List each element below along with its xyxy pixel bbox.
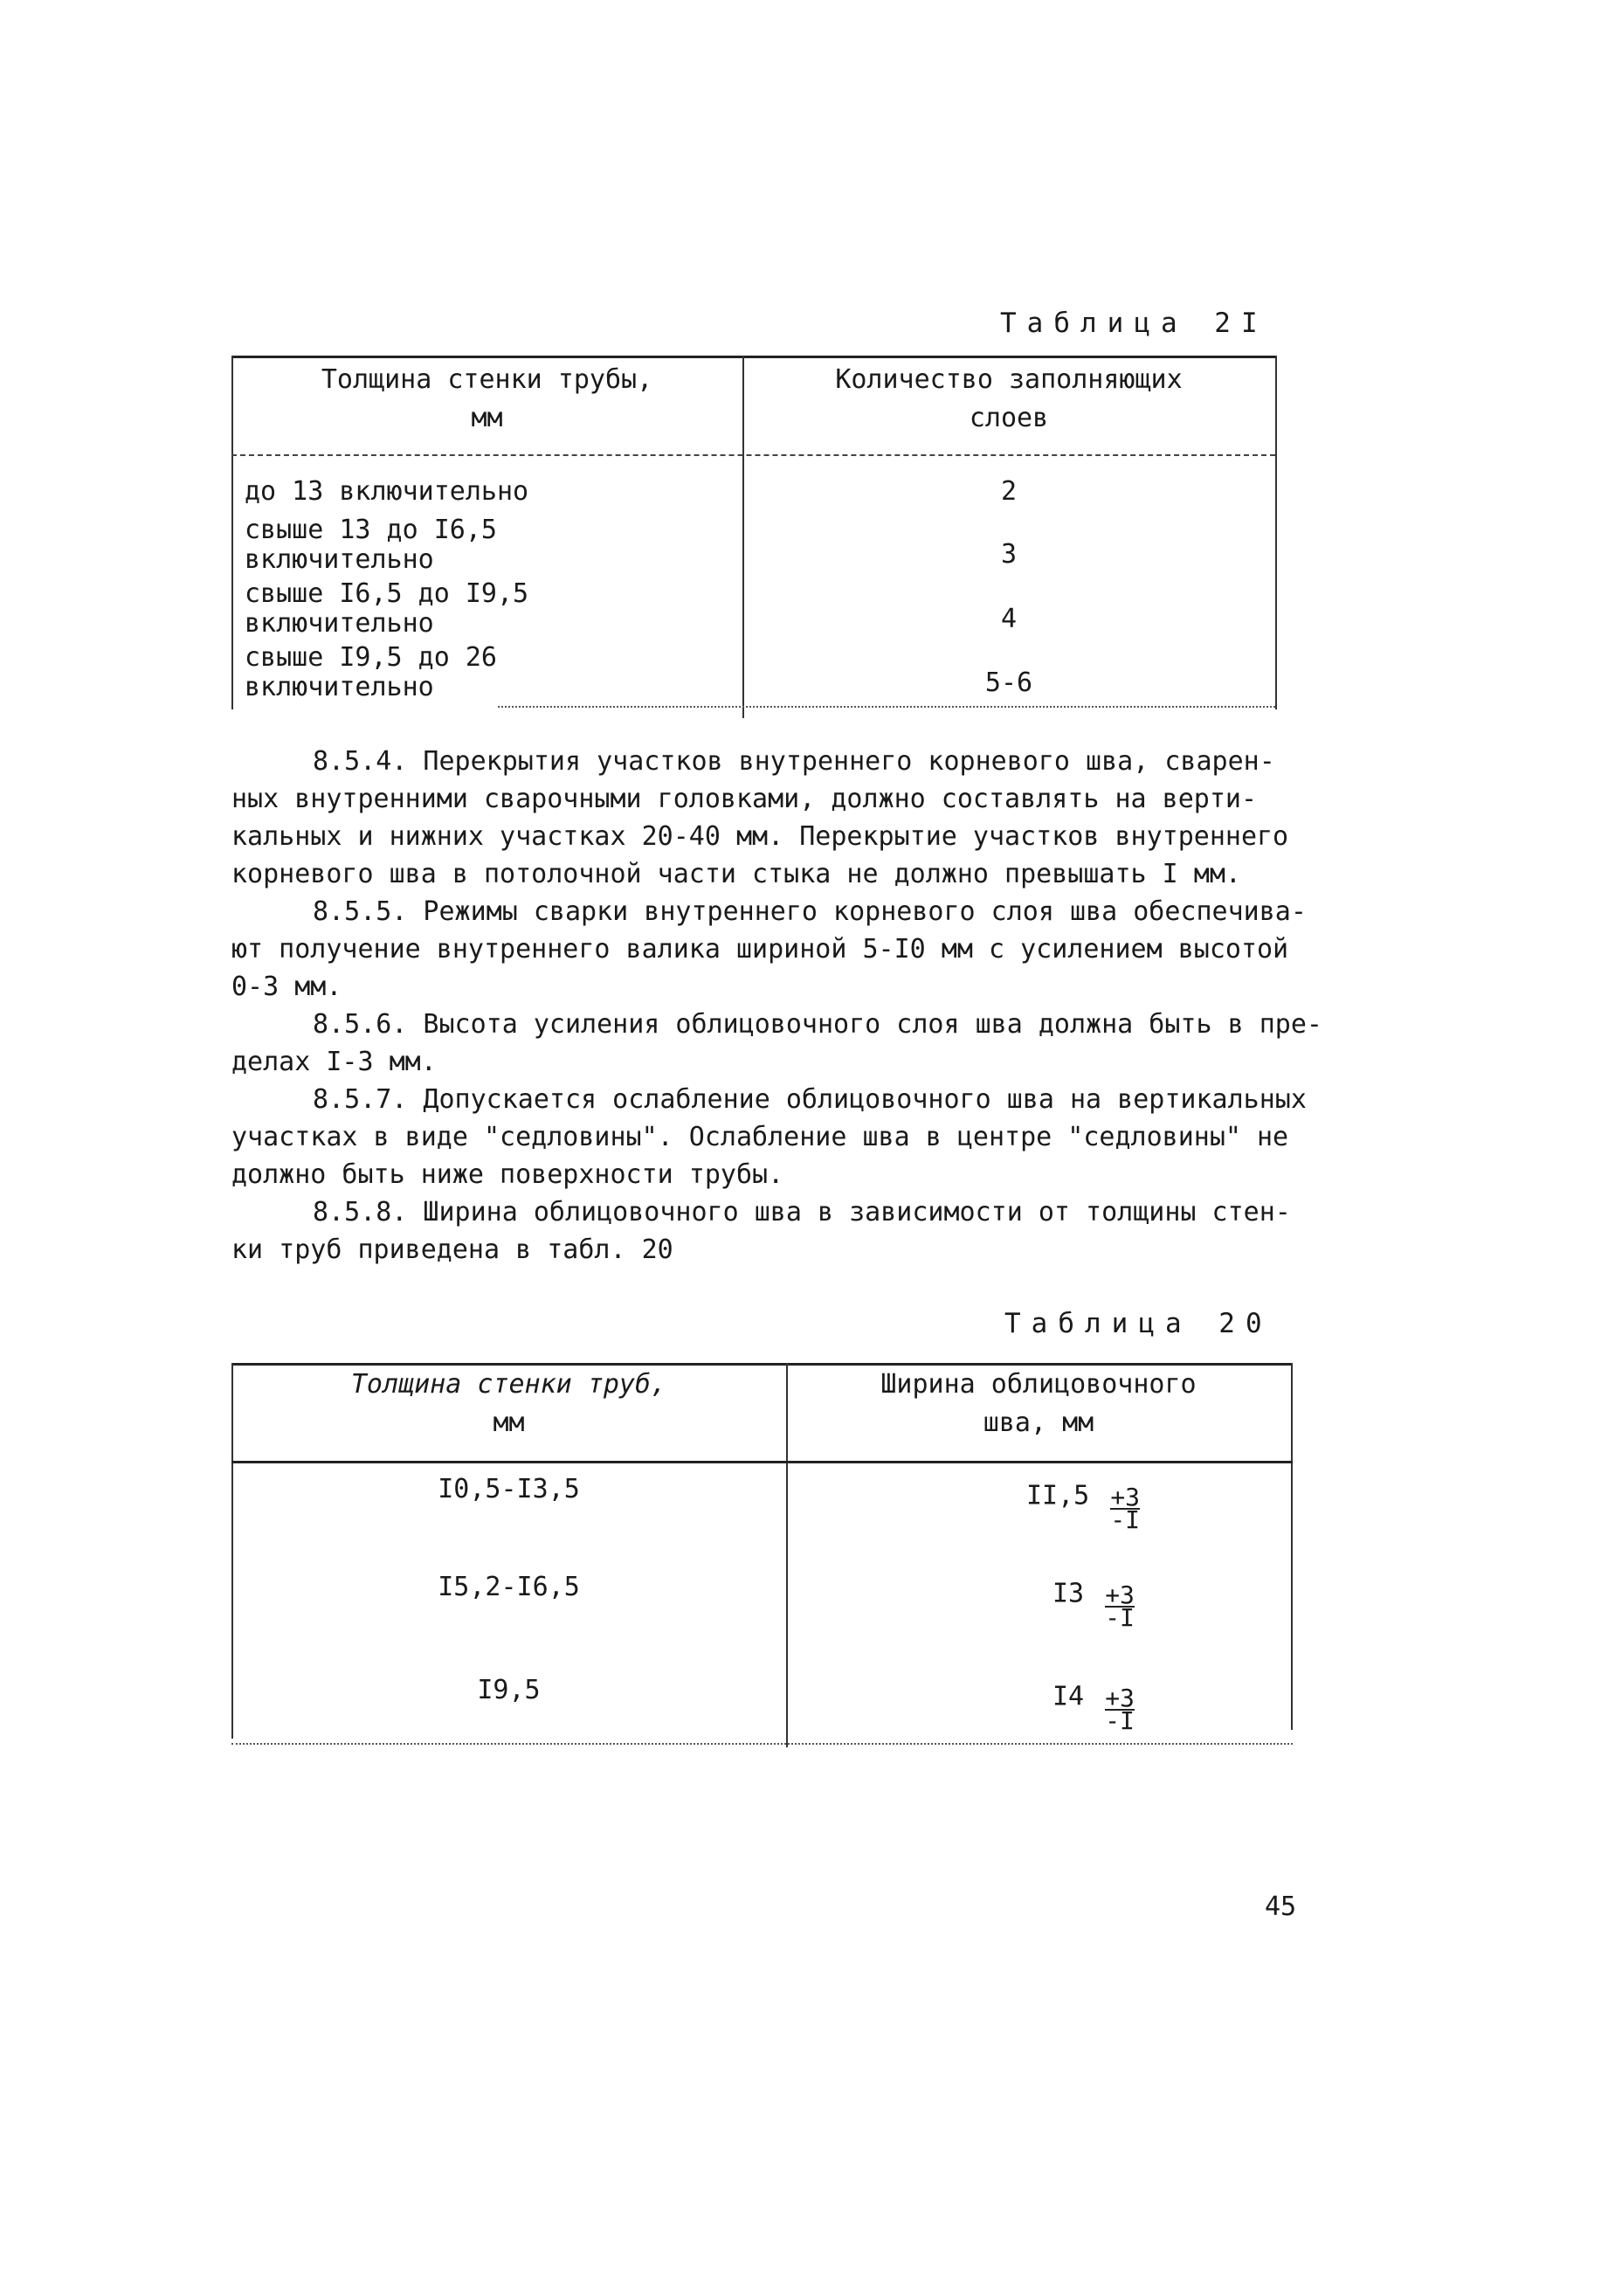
table20-caption: Таблица 20 — [1004, 1308, 1273, 1339]
table21-header-col1-line2: мм — [471, 403, 503, 433]
table21-row2-thickness-line2: включительно — [245, 544, 434, 575]
table21-row4-layers: 5-6 — [984, 667, 1033, 698]
table20-row2-width-cell — [1052, 1573, 1135, 1632]
table21-bottom-border — [498, 706, 1275, 708]
para-854-line2: ных внутренними сварочными головками, должно составлять на верти- — [231, 784, 1257, 814]
table20-row3-thickness: I9,5 — [477, 1675, 541, 1705]
table20-header-divider — [231, 1461, 1293, 1463]
table21-row1-thickness — [245, 477, 528, 507]
para-857-line3: должно быть ниже поверхности трубы. — [231, 1159, 784, 1190]
table20-row2-thickness: I5,2-I6,5 — [438, 1572, 580, 1602]
table20-row3-tol-upper: +3 — [1105, 1684, 1135, 1712]
table21-header-col2-line1: Количество заполняющих — [835, 364, 1183, 395]
para-858-line2: ки труб приведена в табл. 20 — [231, 1234, 673, 1265]
table21-header-divider — [231, 454, 1275, 456]
table21-header-col1-line1: Толщина стенки трубы, — [321, 364, 653, 395]
table20-header-col2-line1: Ширина облицовочного — [880, 1369, 1197, 1400]
table21-header-col1 — [231, 365, 742, 433]
table21-row4-thickness-line1: свыше I9,5 до 26 — [245, 642, 497, 673]
table20-row3-tol-lower: -I — [1105, 1706, 1135, 1735]
table20-header-col1-line1: Толщина стенки труб, — [350, 1369, 667, 1400]
table20-header-col2-line2: шва, мм — [983, 1407, 1094, 1438]
para-854-line4: корневого шва в потолочной части стыка не должно превышать I мм. — [231, 859, 1241, 889]
table20-right-border — [1291, 1363, 1293, 1730]
para-855-line2: ют получение внутреннего валика шириной 5-I0 мм с усилением высотой — [231, 934, 1289, 965]
table21-row1-thickness-line1: до 13 включительно — [245, 476, 529, 507]
table21-row2-thickness-line1: свыше 13 до I6,5 — [245, 515, 497, 545]
table20-row3-width-cell — [1052, 1676, 1135, 1735]
para-857-line2: участках в виде "седловины". Ослабление шва в центре "седловины" не — [231, 1122, 1289, 1152]
table20-row2-tolerance — [1105, 1580, 1135, 1632]
table21-row1-layers: 2 — [1000, 476, 1018, 507]
para-857-line1: 8.5.7. Допускается ослабление облицовочного шва на вертикальных — [313, 1084, 1307, 1115]
table21-header-col2 — [742, 365, 1275, 433]
page-number: 45 — [1265, 1891, 1297, 1922]
table20-row2-width: I3 — [1052, 1578, 1085, 1609]
table20-row3-tolerance — [1105, 1684, 1135, 1735]
table21-right-border — [1275, 356, 1277, 709]
para-858-line1: 8.5.8. Ширина облицовочного шва в зависимости от толщины стен- — [313, 1197, 1291, 1228]
para-855-line3: 0-3 мм. — [231, 972, 342, 1002]
paragraphs — [231, 743, 1322, 1269]
table20-row1-width-cell — [1026, 1475, 1141, 1534]
table21-row2-layers: 3 — [1000, 539, 1018, 570]
table21-row4-thickness-line2: включительно — [245, 672, 434, 702]
table20-row1-thickness: I0,5-I3,5 — [438, 1474, 580, 1504]
para-856-line2: делах I-3 мм. — [231, 1047, 437, 1077]
table21-top-border — [231, 356, 1275, 358]
para-854-line1: 8.5.4. Перекрытия участков внутреннего корневого шва, сварен- — [313, 746, 1275, 777]
table21-row3-thickness-line2: включительно — [245, 608, 434, 639]
table21-row4-thickness — [245, 643, 497, 702]
table21-row3-thickness-line1: свыше I6,5 до I9,5 — [245, 578, 529, 609]
table21-header-col2-line2: слоев — [969, 403, 1049, 433]
table20-row1-width: II,5 — [1026, 1480, 1090, 1511]
table20-row3-width: I4 — [1052, 1681, 1085, 1712]
para-854-line3: кальных и нижних участках 20-40 мм. Перекрытие участков внутреннего — [231, 821, 1289, 852]
table20-row2-tol-lower: -I — [1105, 1603, 1135, 1632]
table20-header-col2 — [786, 1370, 1291, 1438]
table21-row2-thickness — [245, 515, 497, 575]
table20-row2-tol-upper: +3 — [1105, 1580, 1135, 1609]
table20-header-col1-line2: мм — [493, 1407, 525, 1438]
table21-caption: Таблица 2I — [1000, 308, 1268, 339]
table20-header-col1 — [231, 1370, 786, 1438]
table20-row1-tol-upper: +3 — [1110, 1483, 1141, 1511]
para-856-line1: 8.5.6. Высота усиления облицовочного слоя шва должна быть в пре- — [313, 1009, 1322, 1040]
table20-bottom-border — [231, 1743, 1293, 1745]
table20-top-border — [231, 1363, 1293, 1366]
table21-row3-layers: 4 — [1000, 604, 1018, 634]
table21-row3-thickness — [245, 579, 528, 639]
table20-row1-tolerance — [1110, 1483, 1141, 1534]
para-855-line1: 8.5.5. Режимы сварки внутреннего корневого слоя шва обеспечива- — [313, 896, 1307, 927]
table20-row1-tol-lower: -I — [1110, 1505, 1141, 1534]
